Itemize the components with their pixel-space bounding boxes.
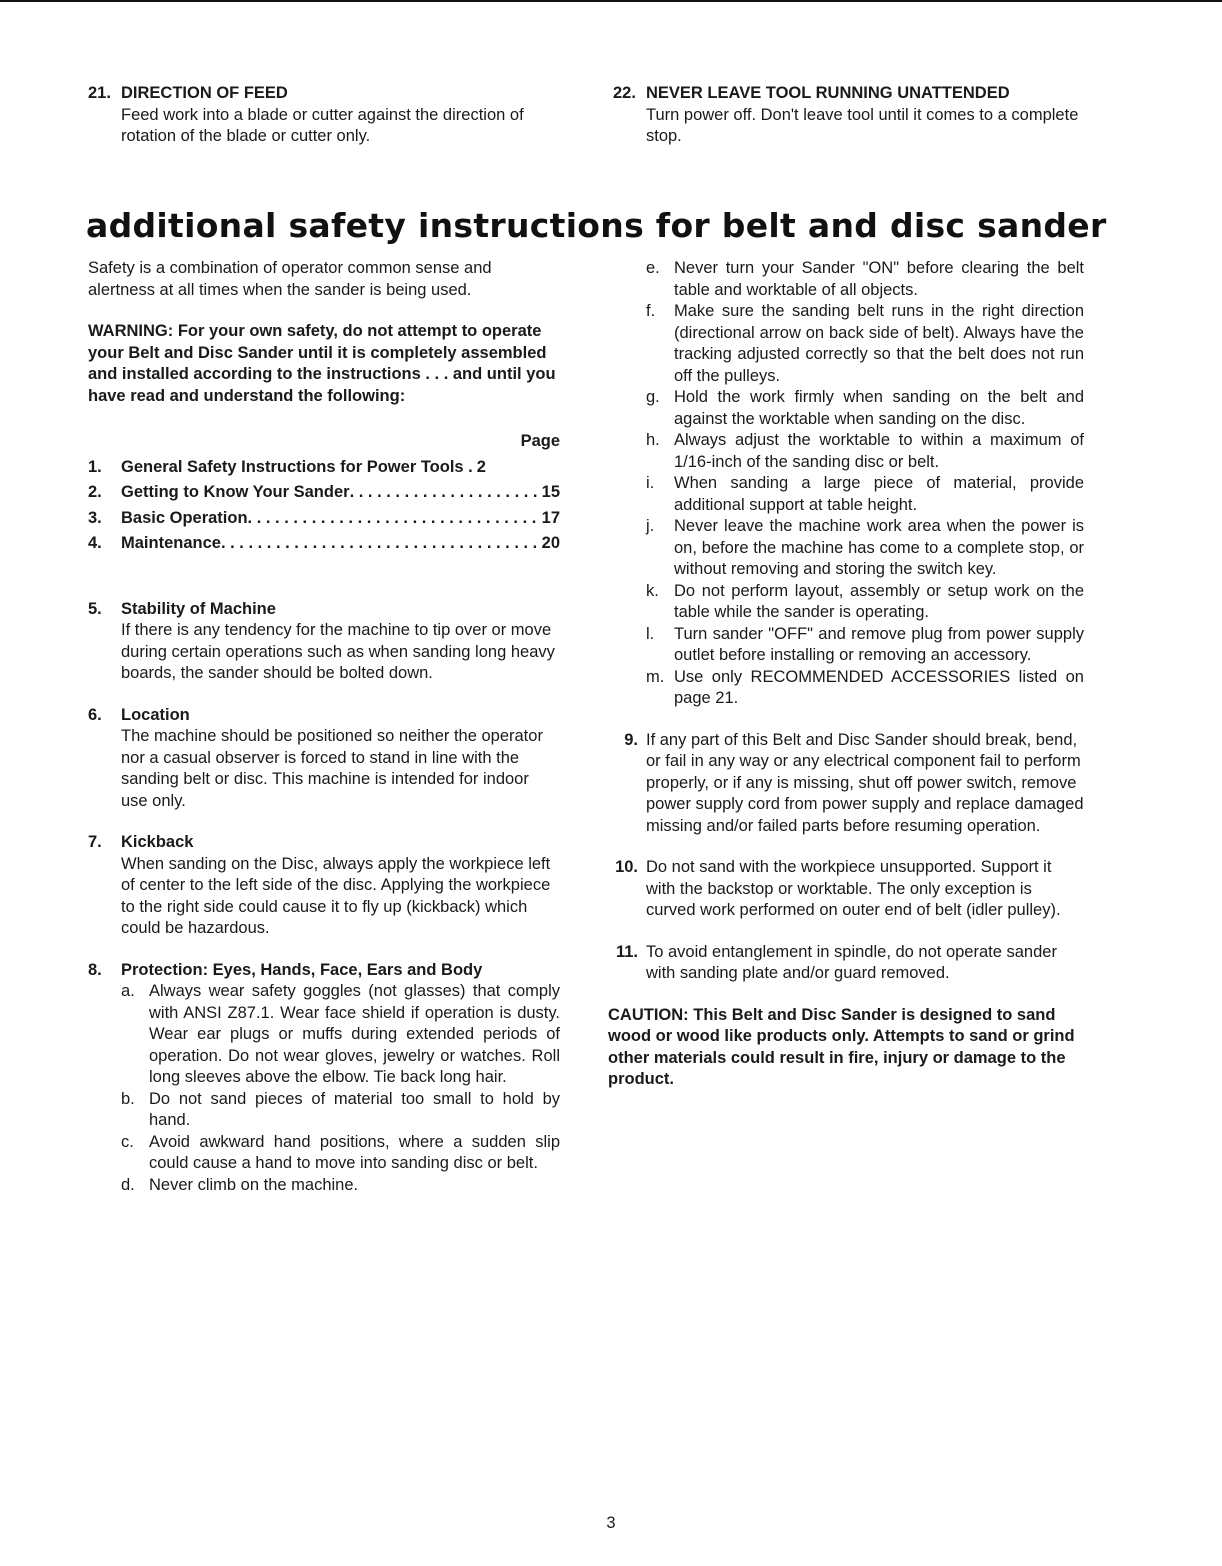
item-text: Never turn your Sander "ON" before clearing the belt table and worktable of all objects.: [674, 259, 1084, 299]
section-10: [608, 857, 1084, 922]
section-11: [608, 942, 1084, 985]
toc-entry-page: 2: [476, 457, 486, 476]
item-body: Feed work into a blade or cutter against the direction of rotation of the blade or cutter only.: [121, 105, 524, 145]
toc-page-header: Page: [520, 432, 560, 450]
protection-item: [646, 473, 1084, 516]
toc-entry-label: Maintenance: [121, 534, 221, 552]
warning-paragraph: WARNING: For your own safety, do not attempt to operate your Belt and Disc Sander until it is completely assembled and installed according to the instructions . . . and until you have read and understand the following:: [88, 322, 556, 405]
toc-entry: [88, 533, 560, 555]
item-body: Turn power off. Don't leave tool until it comes to a complete stop.: [646, 105, 1079, 145]
item-heading: DIRECTION OF FEED: [121, 84, 288, 102]
protection-item: [646, 387, 1084, 430]
toc-entry: [88, 457, 560, 479]
item-letter: c.: [121, 1132, 134, 1151]
toc-entry-label: Basic Operation: [121, 508, 248, 527]
protection-continued: [608, 258, 1084, 710]
toc-leader: [248, 508, 538, 530]
section-number: 7.: [88, 833, 102, 851]
protection-item: [121, 1175, 560, 1197]
item-letter: a.: [121, 982, 135, 1000]
top-rule: [0, 0, 1222, 2]
section-heading: Protection: Eyes, Hands, Face, Ears and Body: [121, 960, 483, 979]
toc-entry: [88, 508, 560, 530]
toc-entry-label: Getting to Know Your Sander: [121, 483, 350, 501]
item-letter: m.: [646, 667, 665, 686]
item-text: Do not perform layout, assembly or setup work on the table while the sander is operating.: [674, 581, 1084, 621]
section-body: If there is any tendency for the machine to tip over or move during certain operations such as when sanding long heavy boards, the sander should be bolted down.: [121, 621, 555, 682]
item-text: Avoid awkward hand positions, where a sudden slip could cause a hand to move into sanding disc or belt.: [149, 1132, 560, 1172]
item-text: Never leave the machine work area when the power is on, before the machine has come to a complete stop, or without removing and storing the switch key.: [674, 517, 1084, 578]
section-body: The machine should be positioned so neither the operator nor a casual observer is forced to stand in line with the sanding belt or disc. This machine is intended for indoor use only.: [121, 727, 543, 810]
item-21: [88, 83, 558, 148]
section-number: 5.: [88, 599, 102, 618]
item-text: Do not sand pieces of material too small to hold by hand.: [149, 1089, 560, 1129]
protection-item: [646, 581, 1084, 624]
page-number: 3: [606, 1514, 616, 1532]
item-letter: i.: [646, 474, 655, 492]
item-letter: k.: [646, 581, 659, 600]
protection-item: [121, 1132, 560, 1175]
item-number: 22.: [613, 84, 636, 102]
toc-entry-number: 4.: [88, 534, 102, 552]
toc-entry-number: 2.: [88, 483, 102, 501]
item-22: [613, 83, 1093, 148]
section-body: If any part of this Belt and Disc Sander should break, bend, or fail in any way or any electrical component fail to perform properly, or if any is missing, shut off power switch, remove power supply cord from power supply and replace damaged missing and/or failed parts before resuming operation.: [646, 730, 1084, 835]
protection-item: [646, 667, 1084, 710]
section-body: To avoid entanglement in spindle, do not operate sander with sanding plate and/or guard removed.: [646, 942, 1057, 982]
item-text: Always adjust the worktable to within a maximum of 1/16-inch of the sanding disc or belt.: [674, 431, 1084, 471]
section-stability: [88, 599, 560, 685]
item-heading: NEVER LEAVE TOOL RUNNING UNATTENDED: [646, 84, 1010, 102]
protection-item: [121, 981, 560, 1089]
toc-entry-number: 3.: [88, 508, 102, 527]
protection-item: [646, 301, 1084, 387]
section-body: Do not sand with the workpiece unsupported. Support it with the backstop or worktable. The only exception is curved work performed on outer end of belt (idler pulley).: [646, 858, 1061, 919]
item-letter: e.: [646, 259, 660, 277]
section-number: 10.: [615, 858, 638, 876]
item-letter: d.: [121, 1175, 135, 1194]
table-of-contents: [88, 431, 560, 555]
section-number: 6.: [88, 705, 102, 724]
toc-entry-page: 17: [541, 508, 560, 527]
section-body: When sanding on the Disc, always apply the workpiece left of center to the left side of the disc. Applying the workpiece to the right side could cause it to fly up (kickback) which could be hazardous.: [121, 854, 551, 937]
right-column: [608, 258, 1084, 1091]
section-heading: Kickback: [121, 833, 194, 851]
section-number: 9.: [624, 730, 638, 749]
toc-entry: [88, 482, 560, 504]
section-9: [608, 730, 1084, 838]
item-letter: h.: [646, 431, 660, 449]
toc-entry-label: General Safety Instructions for Power Tools .: [121, 457, 473, 476]
toc-leader: [221, 533, 538, 555]
item-text: Never climb on the machine.: [149, 1175, 359, 1194]
caution-paragraph: CAUTION: This Belt and Disc Sander is designed to sand wood or wood like products only. Attempts to sand or grind other materials could result in fire, injury or damage to the product.: [608, 1005, 1075, 1088]
toc-entry-number: 1.: [88, 457, 102, 476]
left-column: [88, 258, 560, 1196]
item-letter: l.: [646, 624, 655, 643]
toc-leader: [350, 482, 538, 504]
intro-paragraph: Safety is a combination of operator common sense and alertness at all times when the sander is being used.: [88, 259, 492, 299]
item-text: Use only RECOMMENDED ACCESSORIES listed on page 21.: [674, 667, 1084, 707]
section-protection: [88, 960, 560, 1197]
item-letter: f.: [646, 302, 656, 320]
protection-item: [646, 516, 1084, 581]
protection-item: [646, 258, 1084, 301]
item-text: Always wear safety goggles (not glasses) that comply with ANSI Z87.1. Wear face shield if operation is dusty. Wear ear plugs or muffs during extended periods of operation. Do not wear gloves, jewelry or watches. Roll long sleeves above the elbow. Tie back long hair.: [149, 982, 560, 1086]
section-number: 8.: [88, 960, 102, 979]
item-text: When sanding a large piece of material, provide additional support at table height.: [674, 474, 1084, 514]
item-text: Hold the work firmly when sanding on the belt and against the worktable when sanding on the disc.: [674, 388, 1084, 428]
section-number: 11.: [615, 942, 638, 961]
protection-item: [646, 624, 1084, 667]
item-text: Turn sander "OFF" and remove plug from power supply outlet before installing or removing an accessory.: [674, 624, 1084, 664]
section-heading: Stability of Machine: [121, 599, 276, 618]
toc-entry-page: 15: [541, 483, 560, 501]
protection-item: [646, 430, 1084, 473]
item-number: 21.: [88, 84, 111, 102]
item-letter: b.: [121, 1089, 135, 1108]
section-kickback: [88, 832, 560, 940]
item-text: Make sure the sanding belt runs in the right direction (directional arrow on back side of belt). Always have the tracking adjusted correctly so that the belt does not run off the pulleys.: [674, 302, 1084, 385]
protection-item: [121, 1089, 560, 1132]
item-letter: j.: [646, 517, 655, 535]
page-title: additional safety instructions for belt and disc sander: [86, 206, 1107, 245]
item-letter: g.: [646, 388, 660, 406]
toc-entry-page: 20: [541, 534, 560, 552]
section-heading: Location: [121, 705, 190, 724]
section-location: [88, 705, 560, 813]
